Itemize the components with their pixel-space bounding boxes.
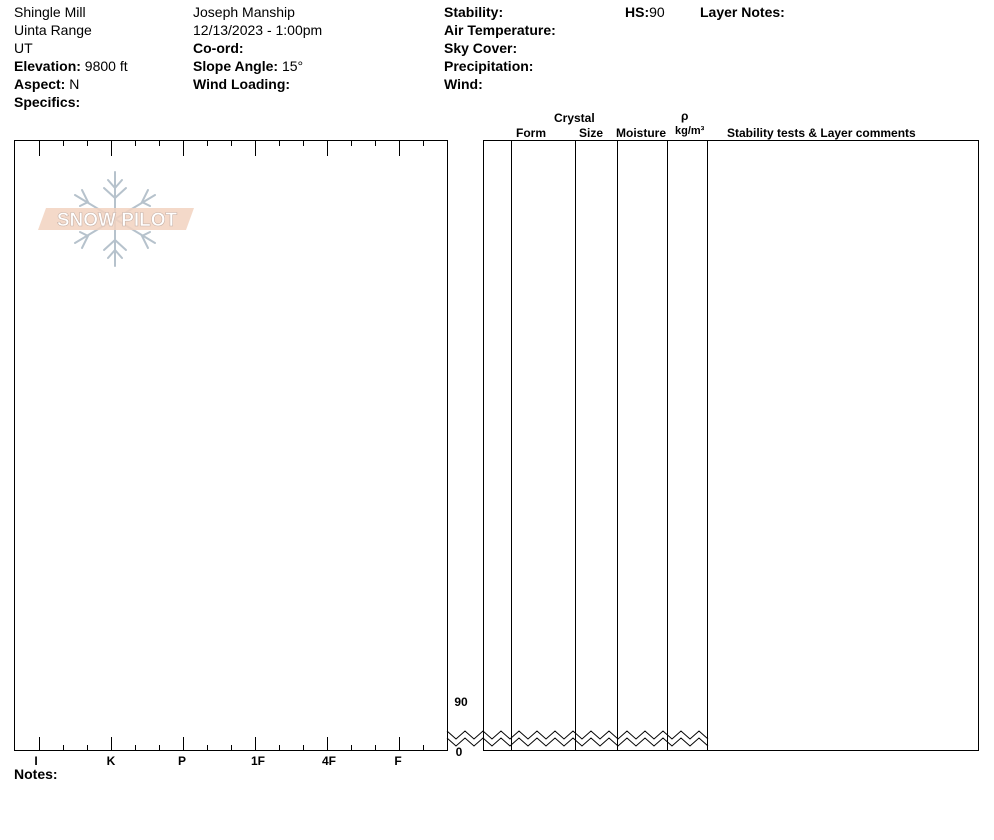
precipitation-label: Precipitation:	[444, 58, 534, 74]
hardness-label-k: K	[106, 754, 116, 768]
logo-text: SNOW PILOT	[56, 210, 178, 231]
rho-header: ρ	[681, 109, 689, 123]
hardness-bottom-ticks	[40, 737, 424, 751]
state-name: UT	[14, 40, 33, 56]
form-header: Form	[516, 126, 546, 140]
notes-label: Notes:	[14, 766, 58, 782]
size-header: Size	[579, 126, 604, 140]
hardness-label-1f: 1F	[250, 754, 265, 768]
hardness-label-f: F	[394, 754, 402, 768]
wind-loading-label: Wind Loading:	[193, 76, 291, 92]
hardness-label-i: I	[34, 754, 38, 768]
break-line	[447, 738, 708, 746]
break-line	[447, 731, 708, 739]
hs-label: HS:	[625, 4, 650, 20]
moisture-header: Moisture	[616, 126, 667, 140]
density-unit-header: kg/m³	[675, 125, 705, 137]
comments-header: Stability tests & Layer comments	[727, 126, 916, 140]
observation-datetime: 12/13/2023 - 1:00pm	[193, 22, 323, 38]
range-name: Uinta Range	[14, 22, 92, 38]
depth-break-zigzag	[447, 731, 708, 746]
air-temp-label: Air Temperature:	[444, 22, 556, 38]
slope-label: Slope Angle:	[193, 58, 279, 74]
aspect-label: Aspect:	[14, 76, 66, 92]
layer-notes-label: Layer Notes:	[700, 4, 785, 20]
location-name: Shingle Mill	[14, 4, 86, 20]
layer-table-dividers	[512, 140, 708, 751]
layer-table-frame	[484, 141, 979, 751]
hardness-label-4f: 4F	[321, 754, 336, 768]
wind-label: Wind:	[444, 76, 483, 92]
elevation-value: 9800 ft	[84, 58, 128, 74]
slope-value: 15°	[281, 58, 304, 74]
elevation-label: Elevation:	[14, 58, 81, 74]
hardness-label-p: P	[177, 754, 186, 768]
observer-name: Joseph Manship	[193, 4, 295, 20]
depth-bottom-label: 0	[455, 745, 463, 759]
sky-cover-label: Sky Cover:	[444, 40, 518, 56]
hs-value: 90	[649, 4, 665, 20]
crystal-header: Crystal	[554, 111, 595, 125]
coord-label: Co-ord:	[193, 40, 244, 56]
specifics-label: Specifics:	[14, 94, 81, 110]
hardness-top-ticks	[40, 140, 424, 156]
stability-label: Stability:	[444, 4, 504, 20]
depth-top-label: 90	[454, 695, 468, 709]
aspect-value: N	[69, 76, 80, 92]
